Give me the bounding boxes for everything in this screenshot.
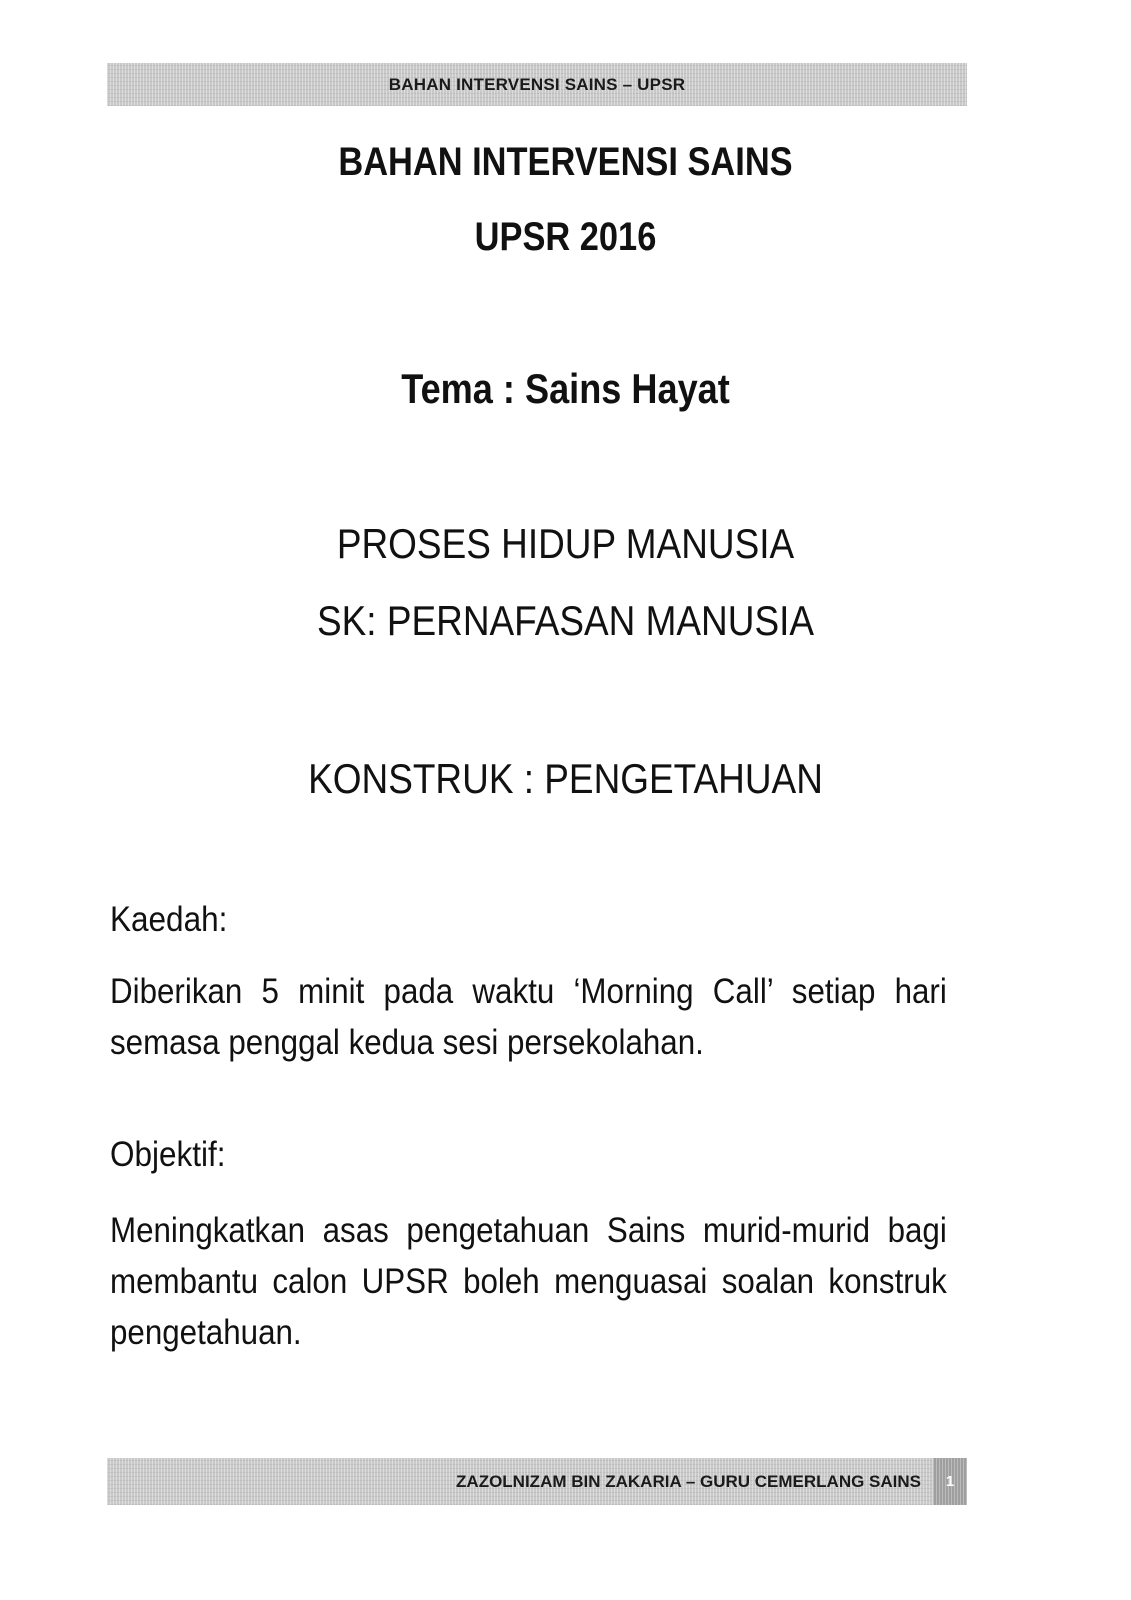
kaedah-label: Kaedah: — [110, 900, 228, 939]
header-band-text: BAHAN INTERVENSI SAINS – UPSR — [388, 74, 686, 94]
topic-line1: PROSES HIDUP MANUSIA — [336, 520, 795, 567]
kaedah-text: Diberikan 5 minit pada waktu ‘Morning Call’ setiap hari semasa penggal kedua sesi persekolahan. — [110, 972, 947, 1062]
page-number: 1 — [933, 1458, 967, 1505]
construct-heading: KONSTRUK : PENGETAHUAN — [308, 755, 823, 802]
objektif-text: Meningkatkan asas pengetahuan Sains murid-murid bagi membantu calon UPSR boleh menguasai soalan konstruk pengetahuan. — [110, 1211, 947, 1352]
footer-band-text: ZAZOLNIZAM BIN ZAKARIA – GURU CEMERLANG SAINS — [456, 1471, 921, 1491]
theme-heading: Tema : Sains Hayat — [401, 365, 730, 412]
topic-line2: SK: PERNAFASAN MANUSIA — [316, 597, 815, 644]
document-title-line2: UPSR 2016 — [474, 215, 657, 259]
header-band — [107, 63, 967, 106]
footer-band — [107, 1458, 967, 1505]
objektif-label: Objektif: — [110, 1135, 226, 1174]
document-title-line1: BAHAN INTERVENSI SAINS — [338, 140, 793, 184]
